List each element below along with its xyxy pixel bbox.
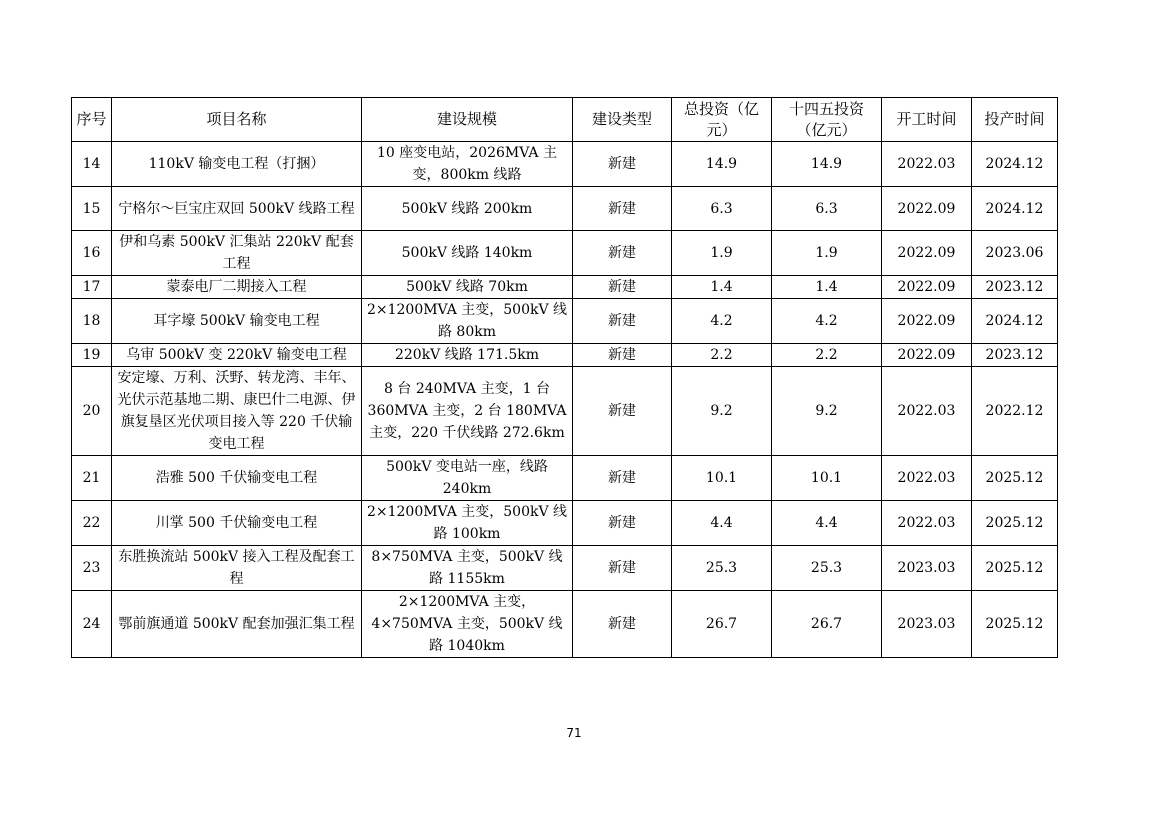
cell-type: 新建 — [573, 591, 672, 658]
cell-name: 宁格尔～巨宝庄双回 500kV 线路工程 — [112, 187, 362, 231]
cell-index: 21 — [72, 456, 112, 501]
cell-start: 2022.09 — [882, 344, 972, 367]
cell-type: 新建 — [573, 276, 672, 299]
cell-total-investment: 1.4 — [672, 276, 772, 299]
table-row — [72, 546, 1058, 591]
cell-start: 2023.03 — [882, 546, 972, 591]
cell-plan-investment: 14.9 — [772, 142, 882, 187]
cell-finish: 2023.12 — [972, 344, 1058, 367]
cell-start: 2022.03 — [882, 142, 972, 187]
cell-index: 15 — [72, 187, 112, 231]
cell-finish: 2024.12 — [972, 299, 1058, 344]
cell-total-investment: 1.9 — [672, 231, 772, 276]
cell-plan-investment: 10.1 — [772, 456, 882, 501]
cell-plan-investment: 4.4 — [772, 501, 882, 546]
cell-type: 新建 — [573, 456, 672, 501]
cell-name: 鄂前旗通道 500kV 配套加强汇集工程 — [112, 591, 362, 658]
project-table — [71, 97, 1058, 658]
cell-index: 23 — [72, 546, 112, 591]
cell-plan-investment: 25.3 — [772, 546, 882, 591]
table-row — [72, 501, 1058, 546]
cell-total-investment: 14.9 — [672, 142, 772, 187]
cell-plan-investment: 26.7 — [772, 591, 882, 658]
table-row — [72, 142, 1058, 187]
cell-index: 19 — [72, 344, 112, 367]
cell-finish: 2025.12 — [972, 456, 1058, 501]
col-header-name: 项目名称 — [112, 98, 362, 142]
cell-type: 新建 — [573, 367, 672, 456]
table-header-row — [72, 98, 1058, 142]
cell-plan-investment: 4.2 — [772, 299, 882, 344]
col-header-plan-investment: 十四五投资（亿元） — [772, 98, 882, 142]
cell-name: 乌审 500kV 变 220kV 输变电工程 — [112, 344, 362, 367]
cell-type: 新建 — [573, 501, 672, 546]
col-header-finish: 投产时间 — [972, 98, 1058, 142]
col-header-index: 序号 — [72, 98, 112, 142]
cell-start: 2022.09 — [882, 299, 972, 344]
cell-scale: 8×750MVA 主变，500kV 线路 1155km — [362, 546, 573, 591]
cell-scale: 500kV 线路 140km — [362, 231, 573, 276]
cell-total-investment: 4.2 — [672, 299, 772, 344]
cell-scale: 10 座变电站，2026MVA 主变，800km 线路 — [362, 142, 573, 187]
cell-index: 20 — [72, 367, 112, 456]
cell-scale: 2×1200MVA 主变，500kV 线路 80km — [362, 299, 573, 344]
cell-total-investment: 25.3 — [672, 546, 772, 591]
cell-type: 新建 — [573, 187, 672, 231]
table-row — [72, 276, 1058, 299]
table-row — [72, 456, 1058, 501]
cell-start: 2023.03 — [882, 591, 972, 658]
cell-name: 浩雅 500 千伏输变电工程 — [112, 456, 362, 501]
cell-total-investment: 10.1 — [672, 456, 772, 501]
cell-start: 2022.03 — [882, 367, 972, 456]
cell-total-investment: 6.3 — [672, 187, 772, 231]
col-header-start: 开工时间 — [882, 98, 972, 142]
cell-name: 蒙泰电厂二期接入工程 — [112, 276, 362, 299]
col-header-type: 建设类型 — [573, 98, 672, 142]
page-number: 71 — [566, 726, 582, 740]
table-row — [72, 187, 1058, 231]
cell-index: 18 — [72, 299, 112, 344]
cell-name: 东胜换流站 500kV 接入工程及配套工程 — [112, 546, 362, 591]
cell-finish: 2022.12 — [972, 367, 1058, 456]
cell-plan-investment: 9.2 — [772, 367, 882, 456]
col-header-total-investment: 总投资（亿元） — [672, 98, 772, 142]
cell-scale: 500kV 线路 70km — [362, 276, 573, 299]
cell-scale: 2×1200MVA 主变，4×750MVA 主变，500kV 线路 1040km — [362, 591, 573, 658]
cell-plan-investment: 1.4 — [772, 276, 882, 299]
table-row — [72, 299, 1058, 344]
col-header-scale: 建设规模 — [362, 98, 573, 142]
cell-plan-investment: 2.2 — [772, 344, 882, 367]
cell-type: 新建 — [573, 299, 672, 344]
cell-name: 川掌 500 千伏输变电工程 — [112, 501, 362, 546]
table-row — [72, 231, 1058, 276]
cell-name: 110kV 输变电工程（打捆） — [112, 142, 362, 187]
table-row — [72, 591, 1058, 658]
cell-total-investment: 4.4 — [672, 501, 772, 546]
cell-finish: 2024.12 — [972, 187, 1058, 231]
cell-scale: 220kV 线路 171.5km — [362, 344, 573, 367]
cell-index: 17 — [72, 276, 112, 299]
cell-index: 14 — [72, 142, 112, 187]
cell-name: 伊和乌素 500kV 汇集站 220kV 配套工程 — [112, 231, 362, 276]
cell-type: 新建 — [573, 344, 672, 367]
cell-plan-investment: 1.9 — [772, 231, 882, 276]
cell-index: 22 — [72, 501, 112, 546]
cell-total-investment: 26.7 — [672, 591, 772, 658]
cell-index: 16 — [72, 231, 112, 276]
cell-scale: 500kV 变电站一座，线路 240km — [362, 456, 573, 501]
cell-type: 新建 — [573, 142, 672, 187]
cell-start: 2022.03 — [882, 501, 972, 546]
cell-start: 2022.09 — [882, 231, 972, 276]
cell-scale: 2×1200MVA 主变，500kV 线路 100km — [362, 501, 573, 546]
table-row — [72, 344, 1058, 367]
cell-finish: 2025.12 — [972, 546, 1058, 591]
cell-start: 2022.03 — [882, 456, 972, 501]
cell-plan-investment: 6.3 — [772, 187, 882, 231]
cell-scale: 8 台 240MVA 主变，1 台 360MVA 主变，2 台 180MVA 主变，220 千伏线路 272.6km — [362, 367, 573, 456]
cell-total-investment: 2.2 — [672, 344, 772, 367]
cell-scale: 500kV 线路 200km — [362, 187, 573, 231]
cell-start: 2022.09 — [882, 276, 972, 299]
table-row — [72, 367, 1058, 456]
cell-total-investment: 9.2 — [672, 367, 772, 456]
cell-type: 新建 — [573, 546, 672, 591]
cell-finish: 2025.12 — [972, 591, 1058, 658]
cell-finish: 2023.12 — [972, 276, 1058, 299]
cell-name: 安定壕、万利、沃野、转龙湾、丰年、光伏示范基地二期、康巴什二电源、伊旗复垦区光伏项目接入等 220 千伏输变电工程 — [112, 367, 362, 456]
cell-finish: 2024.12 — [972, 142, 1058, 187]
cell-finish: 2023.06 — [972, 231, 1058, 276]
cell-type: 新建 — [573, 231, 672, 276]
cell-start: 2022.09 — [882, 187, 972, 231]
cell-index: 24 — [72, 591, 112, 658]
cell-finish: 2025.12 — [972, 501, 1058, 546]
cell-name: 耳字壕 500kV 输变电工程 — [112, 299, 362, 344]
